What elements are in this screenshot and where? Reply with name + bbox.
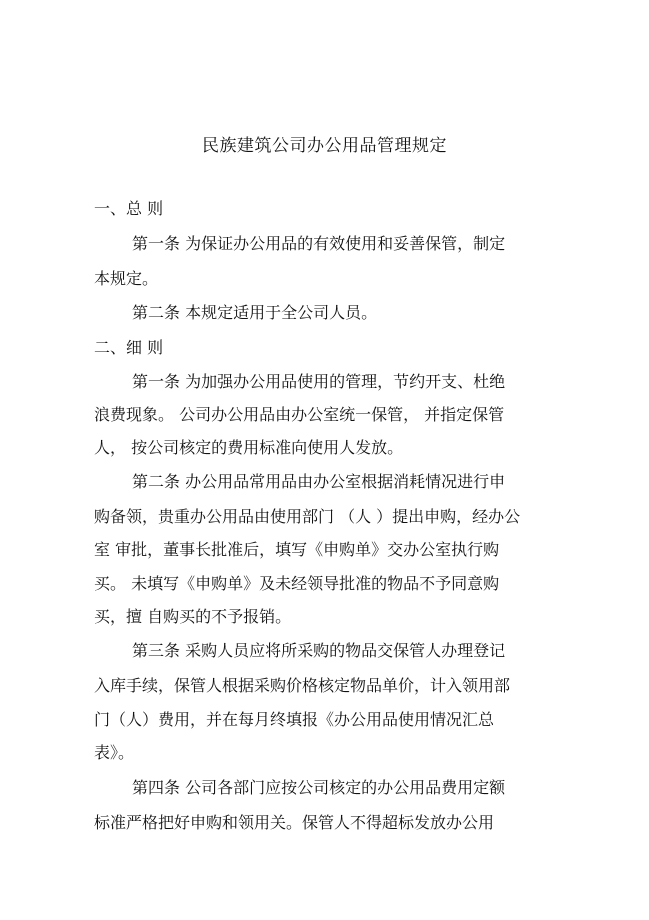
text-line: 购备领，贵重办公用品由使用部门 （人 ）提出申购，经办公 — [94, 507, 521, 526]
section-heading-details: 二、细 则 — [94, 338, 164, 357]
text-line: 第三条 采购人员应将所采购的物品交保管人办理登记 — [132, 641, 506, 660]
document-title: 民族建筑公司办公用品管理规定 — [202, 136, 447, 156]
text-line: 本规定。 — [94, 269, 159, 288]
text-line: 浪费现象。 公司办公用品由办公室统一保管， 并指定保管 — [94, 405, 505, 424]
section-heading-general: 一、总 则 — [94, 199, 164, 218]
text-line: 人， 按公司核定的费用标准向使用人发放。 — [94, 438, 404, 457]
text-line: 买。 未填写《申购单》及未经领导批准的物品不予同意购 — [94, 574, 500, 593]
text-line: 第一条 为保证办公用品的有效使用和妥善保管，制定 — [132, 234, 506, 253]
text-line: 第二条 办公用品常用品由办公室根据消耗情况进行申 — [132, 472, 506, 491]
text-line: 第四条 公司各部门应按公司核定的办公用品费用定额 — [132, 778, 506, 797]
text-line: 标准严格把好申购和领用关。保管人不得超标发放办公用 — [94, 813, 495, 832]
text-line: 第一条 为加强办公用品使用的管理，节约开支、杜绝 — [132, 372, 506, 391]
text-line: 表》。 — [94, 743, 135, 762]
text-line: 第二条 本规定适用于全公司人员。 — [132, 303, 378, 322]
text-line: 门（人）费用，并在每月终填报《办公用品使用情况汇总 — [94, 710, 495, 729]
text-line: 室 审批，董事长批准后，填写《申购单》交办公室执行购 — [94, 540, 500, 559]
text-line: 买，擅 自购买的不予报销。 — [94, 607, 292, 626]
text-line: 入库手续，保管人根据采购价格核定物品单价，计入领用部 — [94, 676, 511, 695]
